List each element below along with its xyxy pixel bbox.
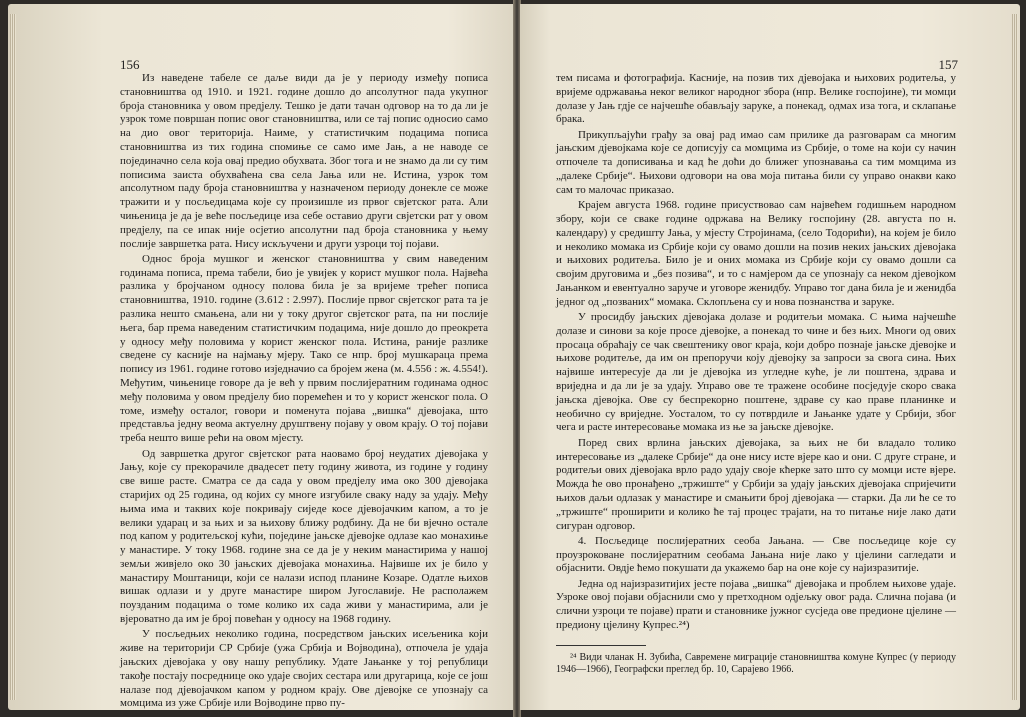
footnote-divider <box>556 645 646 646</box>
paragraph-surplus: Једна од најизразитијих јесте појава „вишка“ дјевојака и проблем њихове удаје. Узроке овој појави објаснили смо у претходном одјељку овог рада. Слична појава (и слични узроци те појаве) прати и становнике јужног сусједа ове предионе цјелине — предиону цјелину Купрес.²⁴) <box>556 577 956 632</box>
paragraph-unmarried-girls: Од завршетка другог свјетског рата наовамо број неудатих дјевојака у Јању, које су прекорачиле двадесет пету годину живота, из године у годину све више расте. Сматра се да сада у овом предјелу има око 300 дјевојака старијих од 25 година, од којих су многе изгубиле сваку наду за удају. Међу њима има и таквих које покривају сиједе косе дјевојачким капом, а то је велики ударац и за њих и за њихову ближу родбину. Да не би вјечно остале под капом у родитељској кући, поједине јањске дјевојке одлазе као монахиње у манастире. У току 1968. године зна се да је у неким манастирима у нашој земљи живјело око 30 јањских дјевојака монахиња. Највише их је било у манастиру Моштаници, који се налази испод планине Козаре. Одатле њихов вишак одлази и у друге манастире широм Југославије. Не располажем поузданим подацима о томе колико их сада живи у манастирима, али је вјероватно да им је број повећан у односу на 1968 годину. <box>120 447 488 626</box>
page-edge <box>10 14 16 700</box>
page-edge <box>1012 14 1018 700</box>
page-number-right: 157 <box>938 57 958 72</box>
left-page <box>8 4 514 710</box>
paragraph-census-decline: Из наведене табеле се даље види да је у периоду између пописа становништва од 1910. и 1921. године дошло до апсолутног пада укупног броја становника у овом предјелу. Тешко је дати тачан одговор на то да ли је узрок томе површан попис овог становништва, или се тај попис односио само на дио овог територија. Наиме, у статистичким подацима пописа становништва из тих година спомиње се само име Јањ, а не наводе се појединачно села која овај предио обухвата. Због тога и не знамо да ли су тим пописима заиста обухваћена сва села Јања или не. Истина, узрок том апсолутном паду броја становништва у назначеном периоду донекле се може тражити и у посљедицама које су произишле из првог свјетског рата. Али чињеница је да је веће посљедице иза себе оставио други свјетски рат у овом предјелу, па се ипак није осјетио апсолутни пад броја становника у њему послије завршетка рата. Нису искључени и други узроци тој појави. <box>120 72 488 250</box>
footnote: ²⁴ Види чланак Н. Зубића, Савремене миграције становништва комуне Купрес (у периоду 1946—1966), Географски преглед бр. 10, Сарајево 1966. <box>556 651 956 676</box>
left-page-text <box>120 72 488 710</box>
right-page <box>520 4 1020 710</box>
right-page-text <box>556 72 956 677</box>
paragraph-marriage-serbia: У посљедњих неколико година, посредством јањских исељеника који живе на територији СР Србије (ужа Србија и Војводина), отпочела је удаја јањских дјевојака у ову нашу републику. Удате Јањанке у тој републици такође постају посреднице око удаје својих сестара или другарица, које се још налазе под дјевојачком капом у родном крају. Ове дјевојке се упознају са момцима из уже Србије или Војводине прво пу- <box>120 628 488 710</box>
paragraph-interviews: Прикупљајући грађу за овај рад имао сам прилике да разговарам са многим јањским дјевојкама које се дописују са момцима из Србије, о томе на који су начин отпочеле та дописивања и кад ће доћи до ближег упознавања са тим момцима из „далеке Србије“. Њихови одговори на ова моја питања били су управо онакви како сам то малочас приказао. <box>556 128 956 196</box>
paragraph-gender-ratio: Однос броја мушког и женског становништва у свим наведеним годинама пописа, према табели, био је увијек у корист мушког пола. Највећа разлика у бројчаном односу полова била је за вријеме трећег пописа становништва, 1910. године (3.612 : 2.997). Послије првог свјетског рата та је разлика нешто смањена, али ни у току другог свјетског рата, па ни послије њега, бар према наведеним статистичким подацима, није дошло до преокрета у односу међу половима у корист женског пола. Истина, раније разлике сведене су касније на најмању мјеру. Тако се нпр. број мушкараца према попису из 1961. године готово изједначио са бројем жена (м. 4.556 : ж. 4.554!). Међутим, чињенице говоре да је већ у првим послијератним годинама однос међу половима у овом предјелу био поремећен и то у корист женског пола. О томе, између осталог, говори и поменута појава „вишка“ дјевојака, што представља једну веома актуелну друштвену појаву у овом крају. О тој појави треба нешто више рећи на овом мјесту. <box>120 252 488 445</box>
page-number-left: 156 <box>120 57 140 72</box>
paragraph-faith: Поред свих врлина јањских дјевојака, за њих не би владало толико интересовање из „далеке Србије“ да оне нису исте вјере као и они. С друге стране, и родитељи ових дјевојака врло радо удају своје кћерке зато што су момци исте вјере. Можда ће ово пронађено „тржиште“ у Србији за удају јањских дјевојака спријечити њихов даљи одлазак у манастире и смањити број дјевојака — старки. Да ли ће се то „тржиште“ проширити и колико ће тај процес трајати, на то питање није лако дати сигуран одговор. <box>556 436 956 532</box>
paragraph-section-heading: 4. Посљедице послијератних сеоба Јањана. — Све посљедице које су проузроковане послијератним сеобама Јањана није лако у цјелини сагледати и објаснити. Овдје ћемо покушати да укажемо бар на оне које су најизразитије. <box>556 534 956 575</box>
paragraph-proposals: У просидбу јањских дјевојака долазе и родитељи момака. С њима најчешће долазе и синови за које просе дјевојке, а понекад то чине и без њих. Многи од ових просаца обраћају се чак свештенику овог краја, који добро познаје јањске дјевојке и њихове родитеље, да им он препоручи коју дјевојку за запроси за свога сина. Њих највише интересује да ли је дјевојка из угледне куће, је ли поштена, здрава и вриједна и да ли је за удају. Управо ове те тражене особине посједује скоро свака јањска дјевојка. Ове су беспрекорно поштене, здраве су као праве планинке и необично су вриједне. Уосталом, то су потврдиле и Јањанке удате у Србији, због чега и расте интересовање момака из ње за јањске дјевојке. <box>556 311 956 434</box>
paragraph-continuation: тем писама и фотографија. Касније, на позив тих дјевојака и њихових родитеља, у вријеме одржавања неког великог народног збора (нпр. Велике госпојине), ти момци долазе у Јањ гдје се најчешће обављају заруке, а понекад, одмах иза тога, и склапање брака. <box>556 72 956 126</box>
paragraph-folk-gathering: Крајем августа 1968. године присуствовао сам највећем годишњем народном збору, који се сваке године одржава на Велику госпојину (28. августа по н. календару) у средишту Јања, у мјесту Стројинама, (село Тодорићи), на којем је било и неколико момака из Србије који су овамо дошли на позив неких јањских дјевојака и њихових родитеља. Било је и оних момака из Србије који су овамо дошли са својим друговима и „без позива“, и то с намјером да се упознају са неком дјевојком Јањанком и евентуално заруче и уговоре женидбу. Управо тог дана била је и женидба једног од „позваних“ момака. Склопљена су и нова познанства и заруке. <box>556 199 956 308</box>
